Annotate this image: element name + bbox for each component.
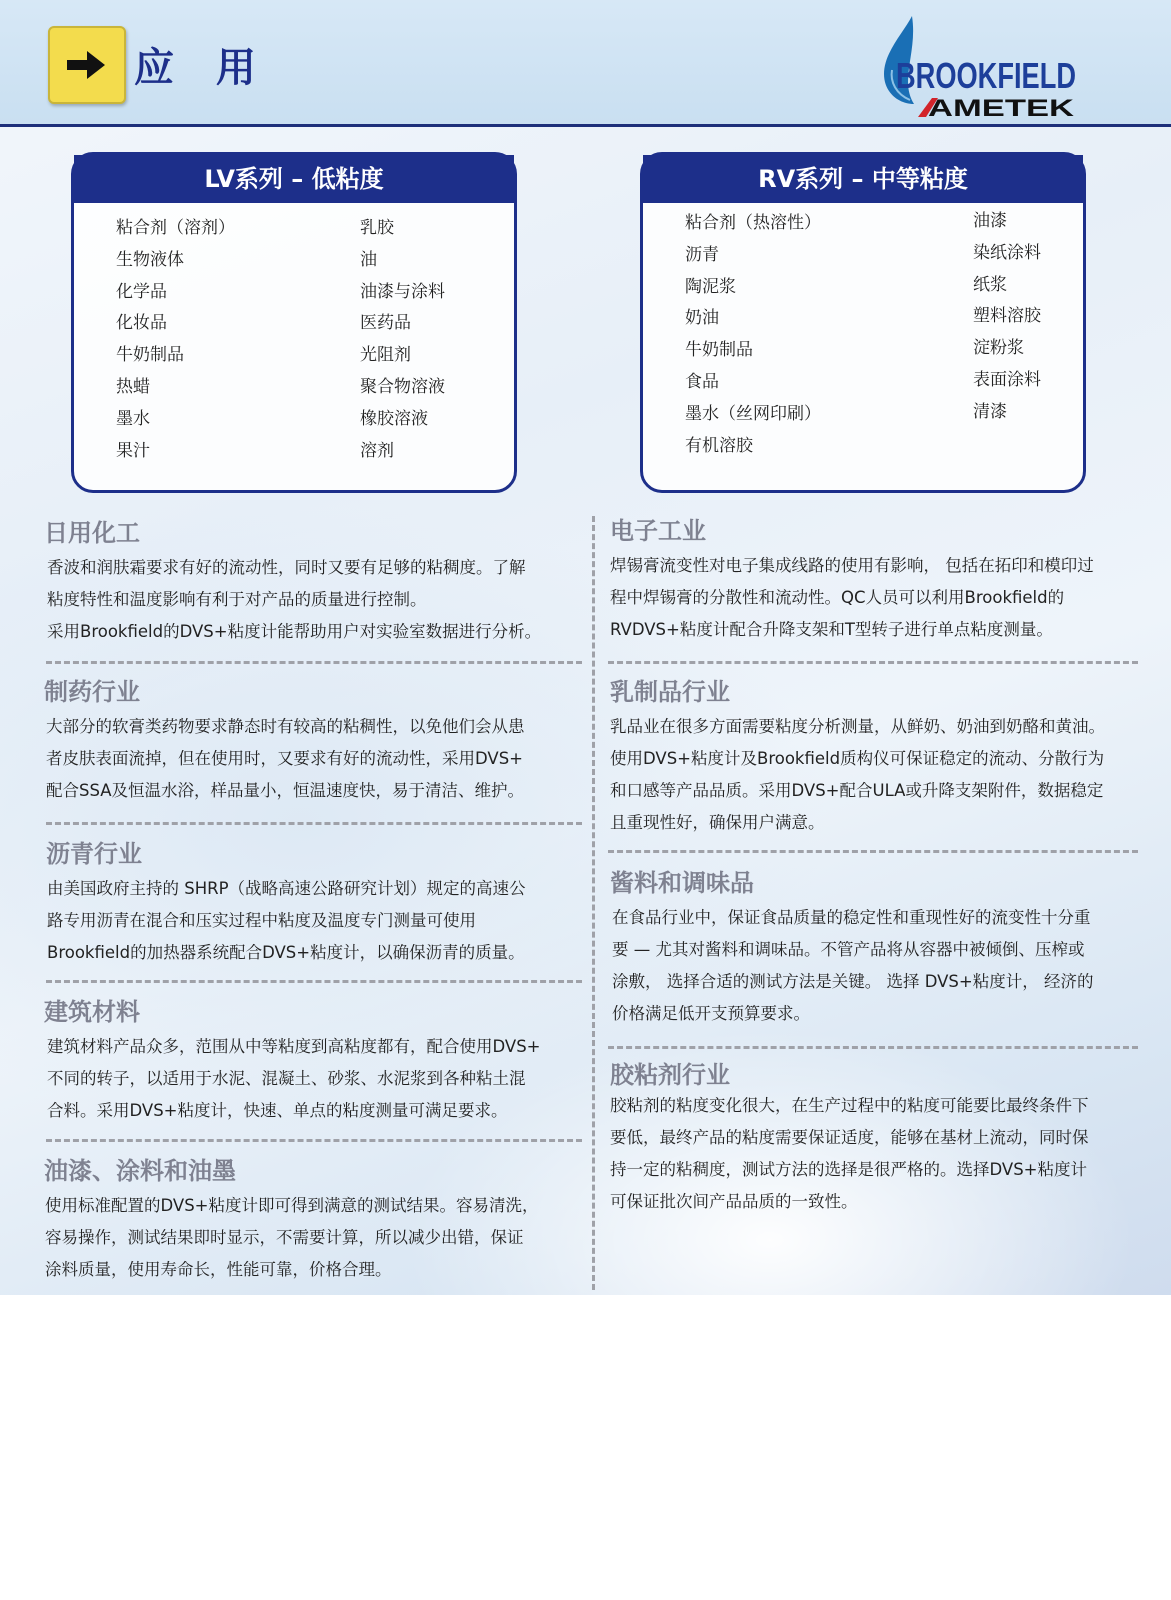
section-line: 乳品业在很多方面需要粘度分析测量，从鲜奶、奶油到奶酪和黄油。 bbox=[610, 717, 1105, 736]
section-asphalt bbox=[46, 837, 586, 969]
list-item: 溶剂 bbox=[360, 440, 394, 461]
section-separator bbox=[608, 850, 1138, 853]
list-item: 乳胶 bbox=[360, 218, 394, 238]
list-item: 沥青 bbox=[685, 244, 719, 265]
rv-series-title: RV系列 – 中等粘度 bbox=[643, 155, 1083, 203]
lv-right-list bbox=[360, 213, 445, 467]
section-line: 涂敷， 选择合适的测试方法是关键。 选择 DVS+粘度计， 经济的 bbox=[612, 972, 1094, 991]
section-separator bbox=[46, 661, 582, 664]
section-line: 且重现性好，确保用户满意。 bbox=[610, 813, 825, 832]
list-item: 粘合剂（溶剂） bbox=[116, 218, 235, 238]
section-line: 由美国政府主持的 SHRP（战略高速公路研究计划）规定的高速公 bbox=[47, 879, 526, 898]
list-item: 热蜡 bbox=[116, 376, 150, 397]
list-item: 陶泥浆 bbox=[685, 276, 736, 297]
section-line: 可保证批次间产品品质的一致性。 bbox=[610, 1192, 858, 1211]
list-item: 油漆 bbox=[973, 211, 1007, 231]
list-item: 墨水 bbox=[116, 408, 150, 429]
list-item: 墨水（丝网印刷） bbox=[685, 403, 821, 424]
section-line: 香波和润肤霜要求有好的流动性，同时又要有足够的粘稠度。了解 bbox=[47, 558, 526, 577]
section-line: 采用Brookfield的DVS+粘度计能帮助用户对实验室数据进行分析。 bbox=[47, 622, 542, 641]
section-line: Brookfield的加热器系统配合DVS+粘度计，以确保沥青的质量。 bbox=[47, 943, 525, 962]
section-line: 要 — 尤其对酱料和调味品。不管产品将从容器中被倾倒、压榨或 bbox=[612, 940, 1085, 959]
page-header bbox=[0, 0, 1171, 127]
section-line: 程中焊锡膏的分散性和流动性。QC人员可以利用Brookfield的 bbox=[610, 588, 1065, 607]
brookfield-ametek-logo bbox=[880, 12, 1110, 122]
list-item: 医药品 bbox=[360, 313, 411, 334]
rv-series-box bbox=[640, 152, 1086, 493]
logo-company-text: AMETEK bbox=[928, 95, 1075, 122]
list-item: 清漆 bbox=[973, 401, 1007, 422]
section-line: 粘度特性和温度影响有利于对产品的质量进行控制。 bbox=[47, 590, 427, 609]
section-line: 焊锡膏流变性对电子集成线路的使用有影响， 包括在拓印和模印过 bbox=[610, 556, 1094, 575]
list-item: 果汁 bbox=[116, 440, 150, 461]
logo-brand-text: BROOKFIELD bbox=[896, 55, 1076, 96]
list-item: 染纸涂料 bbox=[973, 242, 1041, 263]
list-item: 聚合物溶液 bbox=[360, 376, 445, 397]
list-item: 塑料溶胶 bbox=[973, 306, 1041, 327]
list-item: 牛奶制品 bbox=[116, 345, 184, 366]
section-line: 和口感等产品品质。采用DVS+配合ULA或升降支架附件，数据稳定 bbox=[610, 781, 1104, 800]
list-item: 橡胶溶液 bbox=[360, 408, 428, 429]
list-item: 光阻剂 bbox=[360, 345, 411, 366]
section-line: 容易操作，测试结果即时显示，不需要计算，所以减少出错，保证 bbox=[45, 1228, 524, 1247]
section-line: 价格满足低开支预算要求。 bbox=[612, 1004, 810, 1023]
list-item: 表面涂料 bbox=[973, 369, 1041, 390]
section-line: 在食品行业中，保证食品质量的稳定性和重现性好的流变性十分重 bbox=[612, 908, 1091, 927]
section-separator bbox=[46, 822, 582, 825]
section-electronics bbox=[610, 514, 1160, 646]
section-line: 使用标准配置的DVS+粘度计即可得到满意的测试结果。容易清洗， bbox=[45, 1196, 539, 1215]
section-line: 者皮肤表面流掉，但在使用时，又要求有好的流动性，采用DVS+ bbox=[46, 749, 524, 768]
section-line: 要低，最终产品的粘度需要保证适度，能够在基材上流动，同时保 bbox=[610, 1128, 1089, 1147]
section-line: 胶粘剂的粘度变化很大，在生产过程中的粘度可能要比最终条件下 bbox=[610, 1096, 1089, 1115]
section-title: 胶粘剂行业 bbox=[610, 1061, 730, 1089]
list-item: 化学品 bbox=[116, 281, 167, 302]
section-title: 油漆、涂料和油墨 bbox=[44, 1157, 236, 1185]
lv-series-title: LV系列 – 低粘度 bbox=[74, 155, 514, 203]
list-item: 油漆与涂料 bbox=[360, 281, 445, 302]
section-separator bbox=[608, 1046, 1138, 1049]
arrow-right-icon bbox=[48, 26, 126, 104]
column-divider bbox=[592, 516, 595, 1290]
list-item: 有机溶胶 bbox=[685, 435, 753, 456]
section-title: 制药行业 bbox=[44, 678, 140, 706]
list-item: 食品 bbox=[685, 371, 719, 392]
section-line: 使用DVS+粘度计及Brookfield质构仪可保证稳定的流动、分散行为 bbox=[610, 749, 1105, 768]
section-separator bbox=[46, 1139, 582, 1142]
list-item: 牛奶制品 bbox=[685, 340, 753, 361]
section-title: 沥青行业 bbox=[46, 840, 142, 868]
section-title: 电子工业 bbox=[610, 517, 706, 545]
list-item: 纸浆 bbox=[973, 274, 1007, 295]
section-line: 合料。采用DVS+粘度计，快速、单点的粘度测量可满足要求。 bbox=[47, 1101, 508, 1120]
section-separator bbox=[608, 661, 1138, 664]
list-item: 生物液体 bbox=[116, 249, 184, 270]
section-line: 大部分的软膏类药物要求静态时有较高的粘稠性，以免他们会从患 bbox=[46, 717, 525, 736]
section-line: 建筑材料产品众多，范围从中等粘度到高粘度都有，配合使用DVS+ bbox=[47, 1037, 541, 1056]
section-title: 日用化工 bbox=[44, 519, 140, 547]
lv-left-list bbox=[116, 213, 235, 467]
section-line: 路专用沥青在混合和压实过程中粘度及温度专门测量可使用 bbox=[47, 911, 476, 930]
lv-series-box bbox=[71, 152, 517, 493]
list-item: 粘合剂（热溶性） bbox=[685, 213, 821, 233]
section-line: 持一定的粘稠度，测试方法的选择是很严格的。选择DVS+粘度计 bbox=[610, 1160, 1088, 1179]
section-title: 酱料和调味品 bbox=[610, 869, 754, 897]
section-adhesives bbox=[610, 1058, 1160, 1218]
section-line: 不同的转子，以适用于水泥、混凝土、砂浆、水泥浆到各种粘土混 bbox=[47, 1069, 526, 1088]
section-dairy bbox=[610, 675, 1165, 839]
section-pharma bbox=[44, 675, 584, 807]
rv-left-list bbox=[685, 208, 821, 462]
section-sauces bbox=[610, 866, 1160, 1030]
section-title: 建筑材料 bbox=[44, 998, 140, 1026]
list-item: 油 bbox=[360, 249, 377, 270]
section-line: RVDVS+粘度计配合升降支架和T型转子进行单点粘度测量。 bbox=[610, 620, 1053, 639]
section-line: 配合SSA及恒温水浴，样品量小，恒温速度快，易于清洁、维护。 bbox=[46, 781, 525, 800]
list-item: 奶油 bbox=[685, 308, 719, 329]
section-daily-chemicals bbox=[44, 516, 584, 648]
list-item: 化妆品 bbox=[116, 313, 167, 334]
list-item: 淀粉浆 bbox=[973, 338, 1024, 359]
section-separator bbox=[46, 980, 582, 983]
section-title: 乳制品行业 bbox=[610, 678, 730, 706]
rv-right-list bbox=[973, 206, 1041, 429]
section-building-materials bbox=[44, 995, 589, 1127]
page-title: 应 用 bbox=[134, 45, 270, 91]
section-line: 涂料质量，使用寿命长，性能可靠，价格合理。 bbox=[45, 1260, 392, 1279]
section-paint-coatings bbox=[44, 1154, 584, 1286]
